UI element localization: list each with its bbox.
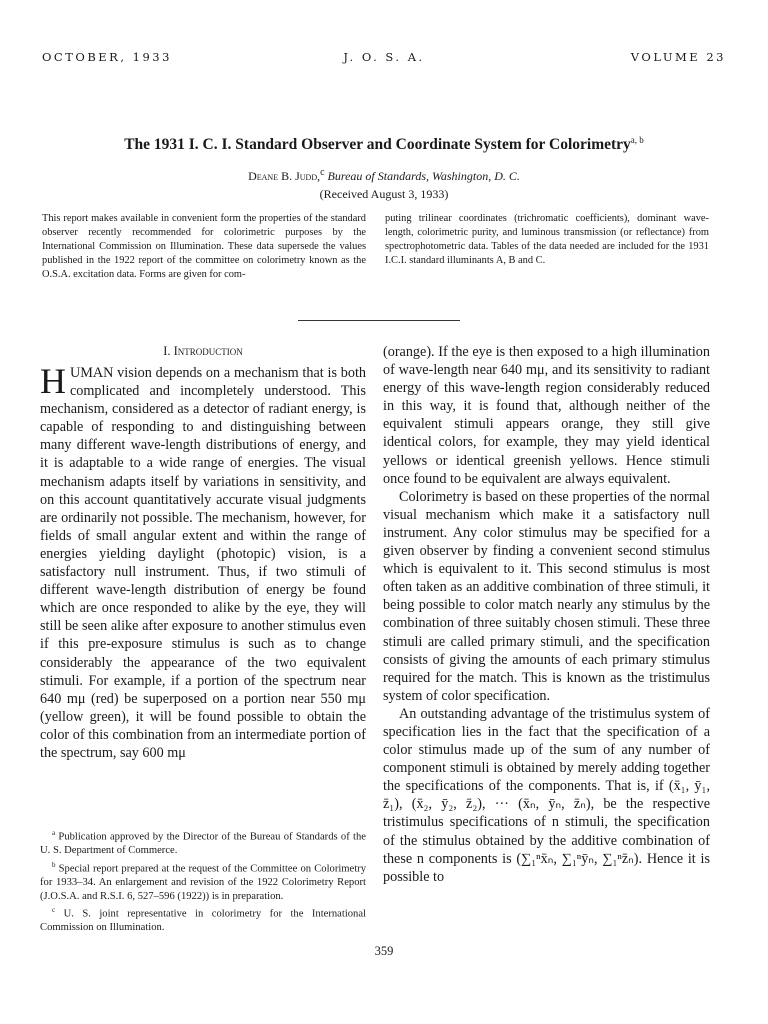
footnote: [40, 827, 366, 858]
article-title-text: The 1931 I. C. I. Standard Observer and Coordinate System for Colorimetry: [124, 136, 631, 154]
running-head: [42, 50, 726, 68]
abstract-left-column: This report makes available in convenient form the properties of the standard observer recently recommended for colorimetric purposes by the International Commission on Illumination. These data supersede the values published in the 1922 report of the committee on colorimetry known as the O.S.A. excitation data. Forms are given for com-: [42, 213, 366, 280]
article-title: [30, 135, 738, 154]
body-paragraph: Colorimetry is based on these properties of the normal visual mechanism which make it a satisfactory null instrument. Any color stimulus may be specified for a given observer by finding a convenient second stimulus which is equivalent to it. This second stimulus is most often taken as an additive combination of three stimuli, it being possible to color match nearly any stimulus by the combination of three suitably chosen stimuli. These three stimuli are called primary stimuli, and the specification consists of giving the amounts of each primary stimulus required for the match. This is known as the tristimulus system of color specification.: [383, 488, 710, 704]
body-paragraph: (orange). If the eye is then exposed to a high illumination of wave-length near 640 mμ, and its sensitivity to radiant energy of this wave-length region considerably reduced in this way, it is found that, although neither of the equivalent stimuli appears orange, they still give identical colors, for example, they may yield identical yellows or identical greenish yellows. Hence stimuli once found to be equivalent are always equivalent.: [383, 344, 710, 487]
intro-paragraph-text: UMAN vision depends on a mechanism that is both complicated and incompletely understood. This mechanism, considered as a detector of radiant energy, is capable of responding to and distinguishing between many different wave-length distributions of energy, and it is adaptable to a wide range of energies. The visual mechanism adapts itself by variations in sensitivity, and on this account quantitatively accurate visual judgments are ordinarily not possible. The mechanism, however, for fields of small angular extent and within the range of energies yielding daylight (photopic) vision, is a satisfactory null instrument. Thus, if two stimuli of different wave-length distribution of energy be found which are once responded to alike by the eye, they will still be seen alike after exposure to another stimulus even if this pre-exposure stimulus is such as to change considerably the appearance of the two equivalent stimuli. For example, if a portion of the spectrum near 640 mμ (red) be superposed on a portion near 550 mμ (yellow green), it will be found possible to obtain the color of this combination from an intermediate portion of the spectrum, say 600 mμ: [40, 365, 366, 761]
footnote-text: U. S. joint representative in colorimetry for the International Commission on Illumination.: [40, 908, 367, 934]
author-name: Deane B. Judd,: [248, 169, 321, 183]
drop-cap: H: [40, 361, 66, 401]
footnote: [40, 859, 366, 904]
author-affiliation: Bureau of Standards, Washington, D. C.: [327, 169, 520, 183]
intro-paragraph: [40, 361, 366, 762]
body-paragraph: An outstanding advantage of the tristimulus system of specification lies in the fact that the specification of a color stimulus made up of the sum of any number of component stimuli is obtained by merely adding together the specifications of the components. That is, if (x̄₁, ȳ₁, z̄₁), (x̄₂, ȳ₂, z̄₂), ··· (x̄ₙ, ȳₙ, z̄ₙ), be the respective tristimulus specifications of n stimuli, the specification of the stimulus obtained by the additive combination of these n components is (∑₁ⁿx̄ₙ, ∑₁ⁿȳₙ, ∑₁ⁿz̄ₙ). Hence it is possible to: [383, 705, 710, 885]
footnote-text: Special report prepared at the request of the Committee on Colorimetry for 1933–34. An enlargement and revision of the 1922 Colorimetry Report (J.O.S.A. and R.S.I. 6, 527–596 (1922)) is in preparation.: [40, 863, 366, 902]
title-footnote-marks: a, b: [630, 135, 644, 145]
section-divider: [298, 320, 460, 321]
volume-label: VOLUME 23: [630, 50, 726, 64]
journal-abbreviation: J. O. S. A.: [343, 50, 425, 64]
author-footnote-mark: c: [320, 167, 325, 178]
footnote-mark: c: [52, 906, 56, 915]
section-heading: [42, 344, 364, 359]
section-heading-text: I. Introduction: [163, 344, 243, 358]
received-date: (Received August 3, 1933): [319, 187, 449, 201]
byline: [30, 164, 738, 203]
page-number: 359: [374, 944, 394, 958]
body-right-column: [383, 343, 710, 886]
footnote-mark: b: [52, 860, 56, 869]
body-left-column: [40, 361, 366, 762]
issue-date: OCTOBER, 1933: [42, 50, 172, 64]
abstract-right-column: puting trilinear coordinates (trichromatic coefficients), dominant wave-length, colorimetric purity, and luminous transmission (or reflectance) from spectrophotometric data. Tables of the data needed are included for the 1931 I.C.I. standard illuminants A, B and C.: [385, 213, 709, 266]
footnotes: [40, 827, 366, 936]
footnote-mark: a: [52, 829, 56, 837]
footnote-text: Publication approved by the Director of the Bureau of Standards of the U. S. Department of Commerce.: [40, 831, 366, 857]
footnote: [40, 904, 366, 935]
